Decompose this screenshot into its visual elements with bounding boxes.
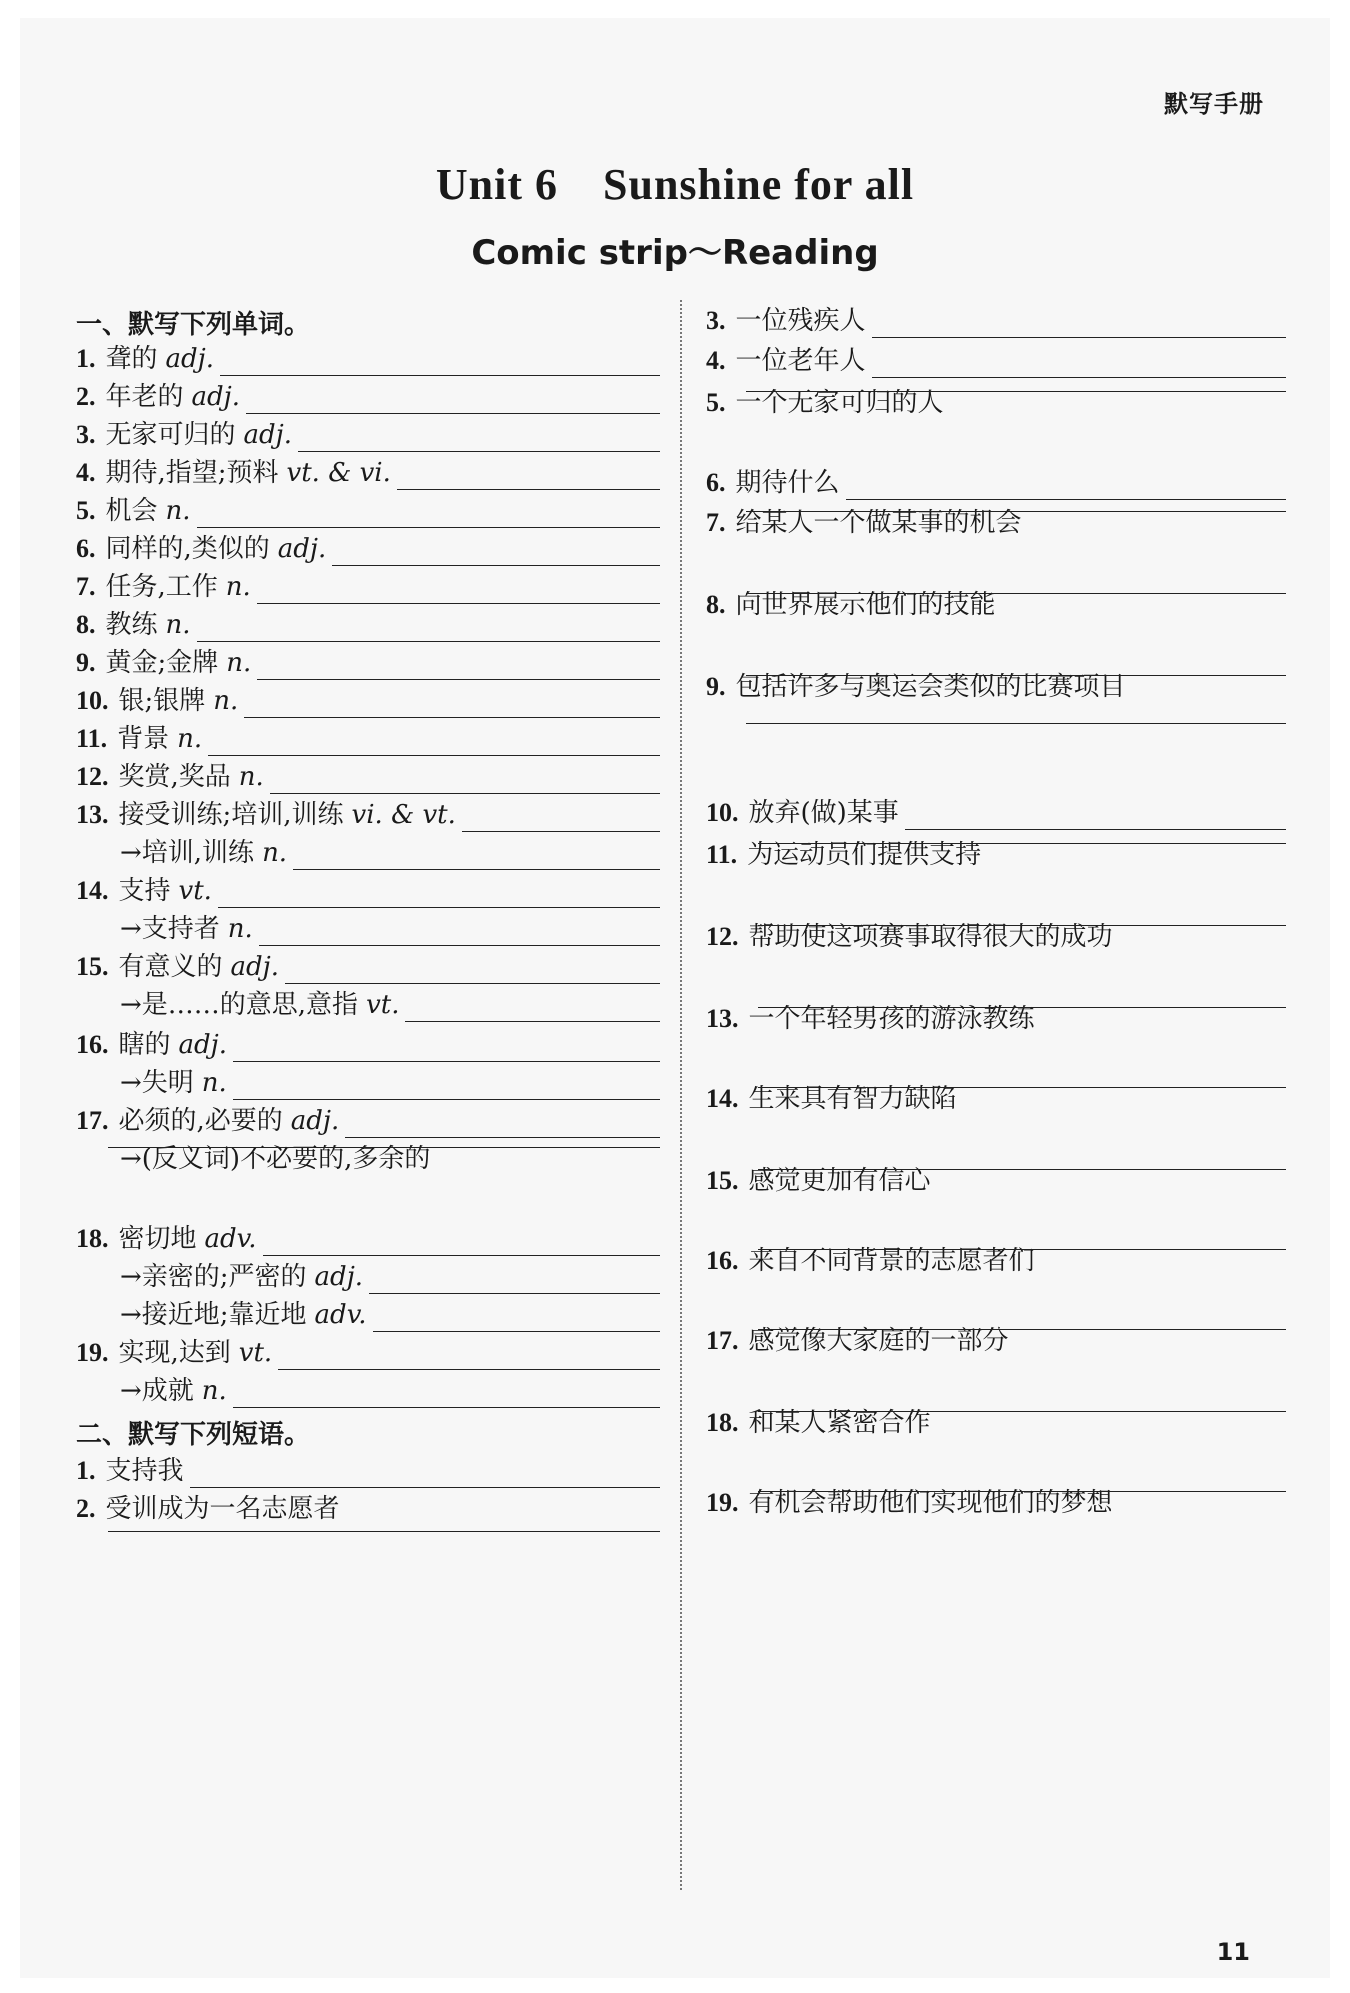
item-text: 瞎的 <box>118 1030 171 1060</box>
item-number: 19. <box>706 1488 739 1517</box>
answer-blank[interactable] <box>746 674 1286 676</box>
item-number: 18. <box>76 1224 109 1253</box>
answer-blank[interactable] <box>332 526 660 566</box>
list-item <box>76 412 660 452</box>
item-number: 18. <box>706 1408 739 1437</box>
part-of-speech: adv. <box>204 1224 257 1254</box>
item-text: 任务,工作 <box>105 572 218 602</box>
item-number: 4. <box>706 346 726 375</box>
item-number: 12. <box>76 762 109 791</box>
list-item <box>706 380 1286 420</box>
item-number: 6. <box>706 468 726 497</box>
item-number: 12. <box>706 922 739 951</box>
item-text: →接近地;靠近地 <box>120 1300 307 1330</box>
part-of-speech: n. <box>201 1376 227 1406</box>
item-number: 10. <box>706 798 739 827</box>
list-item <box>706 582 1286 622</box>
list-item <box>76 488 660 528</box>
answer-blank[interactable] <box>758 924 1286 926</box>
item-text: 密切地 <box>118 1224 197 1254</box>
part-of-speech: n. <box>225 572 251 602</box>
list-item <box>706 338 1286 378</box>
answer-blank[interactable] <box>872 338 1286 378</box>
item-number: 13. <box>706 1004 739 1033</box>
item-text: →成就 <box>120 1376 194 1406</box>
part-of-speech: adj. <box>230 952 279 982</box>
part-of-speech: adj. <box>314 1262 364 1292</box>
answer-blank[interactable] <box>846 460 1286 500</box>
list-item <box>76 1292 660 1332</box>
part-of-speech: adj. <box>191 382 240 412</box>
item-number: 7. <box>76 572 96 601</box>
part-of-speech: n. <box>201 1068 227 1098</box>
answer-blank[interactable] <box>233 1368 660 1408</box>
item-text: 同样的,类似的 <box>105 534 270 564</box>
item-number: 7. <box>706 508 726 537</box>
item-text: →失明 <box>120 1068 194 1098</box>
answer-blank[interactable] <box>758 1410 1286 1412</box>
item-number: 13. <box>76 800 109 829</box>
part-of-speech: adv. <box>314 1300 367 1330</box>
answer-blank[interactable] <box>257 640 660 680</box>
list-item <box>76 640 660 680</box>
answer-blank[interactable] <box>462 792 660 832</box>
item-text: 必须的,必要的 <box>118 1106 283 1136</box>
list-item <box>76 374 660 414</box>
item-text: 一个年轻男孩的游泳教练 <box>748 1004 1035 1034</box>
part-of-speech: n. <box>165 496 191 526</box>
answer-blank[interactable] <box>108 1146 660 1148</box>
item-number: 3. <box>706 306 726 335</box>
unit-subtitle: Comic strip～Reading <box>471 233 879 273</box>
list-item <box>76 1060 660 1100</box>
item-number: 5. <box>706 388 726 417</box>
item-text: 无家可归的 <box>105 420 236 450</box>
item-text: 生来具有智力缺陷 <box>748 1084 957 1114</box>
section-heading-phrases: 二、默写下列短语。 <box>76 1420 311 1450</box>
item-text: 聋的 <box>105 344 158 374</box>
list-item <box>76 1448 660 1488</box>
item-number: 17. <box>76 1106 109 1135</box>
part-of-speech: adj. <box>277 534 327 564</box>
item-number: 15. <box>76 952 109 981</box>
answer-blank[interactable] <box>758 842 1286 844</box>
answer-blank[interactable] <box>397 450 660 490</box>
list-item <box>76 1254 660 1294</box>
part-of-speech: n. <box>262 838 288 868</box>
answer-blank[interactable] <box>208 716 660 756</box>
item-text: 教练 <box>105 610 158 640</box>
list-item <box>706 1400 1286 1440</box>
item-text: 奖赏,奖品 <box>118 762 231 792</box>
item-text: 支持我 <box>105 1456 184 1486</box>
answer-blank[interactable] <box>746 390 1286 392</box>
list-item <box>76 1330 660 1370</box>
item-text: 黄金;金牌 <box>105 648 219 678</box>
list-item <box>706 790 1286 830</box>
item-text: 来自不同背景的志愿者们 <box>748 1246 1035 1276</box>
item-text: 期待什么 <box>735 468 840 498</box>
list-item <box>76 526 660 566</box>
item-number: 2. <box>76 382 96 411</box>
item-text: 感觉像大家庭的一部分 <box>748 1326 1009 1356</box>
part-of-speech: n. <box>238 762 264 792</box>
list-item <box>76 1022 660 1062</box>
answer-blank[interactable] <box>259 906 660 946</box>
list-item <box>76 678 660 718</box>
list-item <box>76 716 660 756</box>
item-text: →培训,训练 <box>120 838 255 868</box>
part-of-speech: n. <box>165 610 191 640</box>
part-of-speech: vt. & vi. <box>286 458 391 488</box>
list-item <box>76 906 660 946</box>
item-text: 有机会帮助他们实现他们的梦想 <box>748 1488 1113 1518</box>
part-of-speech: n. <box>227 914 253 944</box>
item-number: 16. <box>76 1030 109 1059</box>
item-number: 16. <box>706 1246 739 1275</box>
answer-blank[interactable] <box>263 1216 660 1256</box>
item-text: 放弃(做)某事 <box>748 798 899 828</box>
item-text: 帮助使这项赛事取得很大的成功 <box>748 922 1113 952</box>
item-text: 为运动员们提供支持 <box>747 840 982 870</box>
answer-blank[interactable] <box>369 1254 660 1294</box>
item-number: 6. <box>76 534 96 563</box>
item-text: 机会 <box>105 496 158 526</box>
answer-blank[interactable] <box>270 754 660 794</box>
section-heading-words: 一、默写下列单词。 <box>76 310 311 340</box>
list-item <box>706 460 1286 500</box>
item-text: 银;银牌 <box>118 686 206 716</box>
item-text: 一个无家可归的人 <box>735 388 944 418</box>
list-item <box>706 996 1286 1036</box>
list-item <box>706 1238 1286 1278</box>
item-text: 受训成为一名志愿者 <box>105 1494 340 1524</box>
list-item <box>76 336 660 376</box>
item-number: 11. <box>76 724 108 753</box>
item-number: 14. <box>706 1084 739 1113</box>
answer-blank[interactable] <box>220 336 660 376</box>
answer-blank[interactable] <box>746 510 1286 512</box>
item-text: 一位老年人 <box>735 346 866 376</box>
answer-blank[interactable] <box>746 722 1286 724</box>
answer-blank[interactable] <box>293 830 660 870</box>
list-item <box>706 298 1286 338</box>
page-number: 11 <box>1216 1938 1250 1966</box>
item-text: 给某人一个做某事的机会 <box>735 508 1022 538</box>
answer-blank[interactable] <box>758 1248 1286 1250</box>
list-item <box>76 1368 660 1408</box>
list-item <box>76 792 660 832</box>
item-text: 一位残疾人 <box>735 306 866 336</box>
item-text: 有意义的 <box>118 952 223 982</box>
list-item <box>76 602 660 642</box>
item-text: →支持者 <box>120 914 220 944</box>
part-of-speech: adj. <box>243 420 292 450</box>
item-number: 10. <box>76 686 109 715</box>
list-item <box>76 830 660 870</box>
item-text: 和某人紧密合作 <box>748 1408 931 1438</box>
item-number: 4. <box>76 458 96 487</box>
column-divider <box>680 300 682 1890</box>
list-item <box>76 754 660 794</box>
answer-blank[interactable] <box>758 1168 1286 1170</box>
item-number: 14. <box>76 876 109 905</box>
item-number: 1. <box>76 344 96 373</box>
part-of-speech: n. <box>226 648 252 678</box>
answer-blank[interactable] <box>872 298 1286 338</box>
item-number: 11. <box>706 840 738 869</box>
part-of-speech: n. <box>213 686 239 716</box>
answer-blank[interactable] <box>345 1098 660 1138</box>
answer-blank[interactable] <box>197 602 660 642</box>
item-text: 感觉更加有信心 <box>748 1166 931 1196</box>
header-label: 默写手册 <box>1164 90 1264 118</box>
list-item <box>706 664 1286 704</box>
item-number: 19. <box>76 1338 109 1367</box>
answer-blank[interactable] <box>233 1060 660 1100</box>
answer-blank[interactable] <box>758 1086 1286 1088</box>
answer-blank[interactable] <box>285 944 660 984</box>
item-text: 包括许多与奥运会类似的比赛项目 <box>735 672 1126 702</box>
item-number: 2. <box>76 1494 96 1523</box>
item-text: 年老的 <box>105 382 184 412</box>
workbook-page <box>20 18 1330 1978</box>
answer-blank[interactable] <box>758 1328 1286 1330</box>
list-item <box>706 832 1286 872</box>
list-item <box>76 564 660 604</box>
item-number: 5. <box>76 496 96 525</box>
item-text: →(反义词)不必要的,多余的 <box>120 1144 431 1174</box>
list-item <box>76 1136 660 1176</box>
list-item <box>76 982 660 1022</box>
list-item <box>706 1318 1286 1358</box>
item-number: 17. <box>706 1326 739 1355</box>
item-number: 9. <box>76 648 96 677</box>
item-text: →是……的意思,意指 <box>120 990 359 1020</box>
answer-blank[interactable] <box>108 1530 660 1532</box>
part-of-speech: vt. <box>178 876 212 906</box>
item-text: 向世界展示他们的技能 <box>735 590 996 620</box>
list-item <box>76 1216 660 1256</box>
answer-blank[interactable] <box>905 790 1286 830</box>
answer-blank[interactable] <box>246 374 660 414</box>
item-number: 8. <box>76 610 96 639</box>
answer-blank[interactable] <box>405 982 660 1022</box>
item-text: 背景 <box>117 724 170 754</box>
part-of-speech: adj. <box>290 1106 340 1136</box>
list-item <box>76 1486 660 1526</box>
list-item <box>76 944 660 984</box>
answer-blank[interactable] <box>233 1022 660 1062</box>
item-number: 3. <box>76 420 96 449</box>
answer-blank[interactable] <box>746 592 1286 594</box>
answer-blank[interactable] <box>373 1292 660 1332</box>
part-of-speech: vi. & vt. <box>351 800 456 830</box>
answer-blank[interactable] <box>758 1006 1286 1008</box>
item-text: 期待,指望;预料 <box>105 458 279 488</box>
answer-blank[interactable] <box>758 1490 1286 1492</box>
item-number: 9. <box>706 672 726 701</box>
answer-blank[interactable] <box>257 564 660 604</box>
list-item <box>706 1158 1286 1198</box>
answer-blank[interactable] <box>244 678 660 718</box>
list-item <box>706 1480 1286 1520</box>
part-of-speech: vt. <box>366 990 400 1020</box>
list-item <box>76 868 660 908</box>
answer-blank[interactable] <box>298 412 660 452</box>
item-number: 15. <box>706 1166 739 1195</box>
item-number: 1. <box>76 1456 96 1485</box>
item-number: 8. <box>706 590 726 619</box>
unit-title: Unit 6 Sunshine for all <box>435 160 915 209</box>
answer-blank[interactable] <box>190 1448 660 1488</box>
list-item <box>706 500 1286 540</box>
item-text: →亲密的;严密的 <box>120 1262 307 1292</box>
part-of-speech: n. <box>177 724 203 754</box>
item-text: 接受训练;培训,训练 <box>118 800 344 830</box>
answer-blank[interactable] <box>197 488 660 528</box>
list-item <box>706 1076 1286 1116</box>
list-item <box>76 1098 660 1138</box>
list-item <box>706 914 1286 954</box>
part-of-speech: vt. <box>238 1338 273 1368</box>
part-of-speech: adj. <box>165 344 214 374</box>
answer-blank[interactable] <box>218 868 660 908</box>
item-text: 实现,达到 <box>118 1338 231 1368</box>
part-of-speech: adj. <box>178 1030 227 1060</box>
list-item <box>76 450 660 490</box>
answer-blank[interactable] <box>278 1330 660 1370</box>
item-text: 支持 <box>118 876 171 906</box>
